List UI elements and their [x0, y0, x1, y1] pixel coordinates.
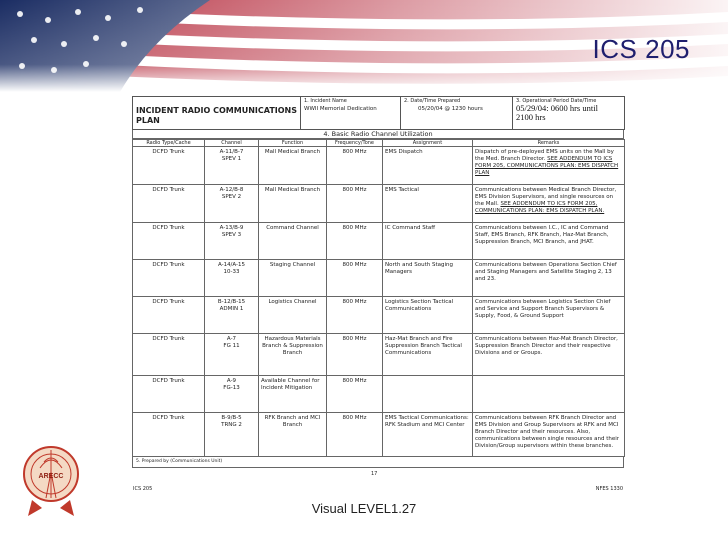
radio-cell: DCFD Trunk: [133, 147, 205, 185]
radio-cell: DCFD Trunk: [133, 334, 205, 376]
channel-secondary: SPEV 3: [221, 232, 242, 238]
operational-period-label: 3. Operational Period Date/Time: [516, 98, 597, 104]
radio-cell: DCFD Trunk: [133, 413, 205, 457]
channel-secondary: FG 11: [223, 343, 240, 349]
assignment-cell: [383, 376, 473, 413]
function-cell: Mall Medical Branch: [259, 147, 327, 185]
table-row: [133, 260, 625, 297]
assignment-cell: EMS Tactical Communications: RFK Stadium and MCI Center: [383, 413, 473, 457]
column-header-row: [133, 140, 625, 147]
function-cell: Available Channel for Incident Mitigation: [259, 376, 327, 413]
channel-secondary: TRNG 2: [221, 422, 242, 428]
plan-title-cell: [133, 97, 301, 130]
operational-period-value-1: 05/29/04: 0600 hrs until: [516, 103, 598, 113]
incident-name-cell: [301, 97, 401, 130]
channel-cell: [205, 223, 259, 260]
radio-cell: DCFD Trunk: [133, 223, 205, 260]
table-row: [133, 376, 625, 413]
remarks-cell: Communications between Operations Section Chief and Staging Managers and Satellite Staging 2, 13 and 23.: [473, 260, 625, 297]
frequency-cell: 800 MHz: [327, 334, 383, 376]
channel-primary: B-9/B-5: [221, 415, 242, 421]
channel-secondary: SPEV 1: [221, 156, 242, 162]
radio-cell: DCFD Trunk: [133, 185, 205, 223]
channel-cell: [205, 185, 259, 223]
column-header-radio: Radio Type/Cache: [133, 140, 205, 147]
remarks-text: Communications between Medical Branch Director, EMS Division Supervisors, and single resources on the Mall.: [475, 187, 617, 207]
form-id-left: ICS 205: [133, 486, 153, 492]
channel-primary: A-9: [226, 378, 237, 384]
function-cell: RFK Branch and MCI Branch: [259, 413, 327, 457]
table-row: [133, 297, 625, 334]
prepared-by-row: [132, 457, 624, 492]
remarks-cell: [473, 147, 625, 185]
remarks-cell: [473, 185, 625, 223]
date-prepared-label: 2. Date/Time Prepared: [404, 98, 461, 104]
incident-name-value: WWII Memorial Dedication: [304, 106, 377, 112]
frequency-cell: 800 MHz: [327, 260, 383, 297]
form-header: [132, 96, 625, 130]
column-header-frequency: Frequency/Tone: [327, 140, 383, 147]
channel-cell: [205, 376, 259, 413]
channel-cell: [205, 260, 259, 297]
remarks-cell: Communications between I.C., IC and Command Staff, EMS Branch, RFK Branch, Haz-Mat Branch, Suppression Branch, MCI Branch, and JHAT.: [473, 223, 625, 260]
remarks-addendum-link[interactable]: SEE ADDENDUM TO ICS FORM 205, COMMUNICATIONS PLAN: EMS DISPATCH PLAN.: [475, 201, 605, 214]
channel-primary: A-13/B-9: [219, 225, 244, 231]
frequency-cell: 800 MHz: [327, 297, 383, 334]
assignment-cell: EMS Tactical: [383, 185, 473, 223]
channel-cell: [205, 147, 259, 185]
frequency-cell: 800 MHz: [327, 376, 383, 413]
table-row: [133, 147, 625, 185]
assignment-cell: North and South Staging Managers: [383, 260, 473, 297]
column-header-channel: Channel: [205, 140, 259, 147]
date-prepared-cell: [401, 97, 513, 130]
table-row: [133, 223, 625, 260]
radio-cell: DCFD Trunk: [133, 376, 205, 413]
incident-name-label: 1. Incident Name: [304, 98, 347, 104]
plan-title: INCIDENT RADIO COMMUNICATIONS PLAN: [136, 106, 298, 125]
radio-cell: DCFD Trunk: [133, 260, 205, 297]
channel-secondary: 10-33: [223, 269, 240, 275]
channel-secondary: SPEV 2: [221, 194, 242, 200]
channel-primary: A-7: [226, 336, 237, 342]
table-row: [133, 185, 625, 223]
operational-period-value-2: 2100 hrs: [516, 112, 546, 122]
function-cell: Command Channel: [259, 223, 327, 260]
section-title: 4. Basic Radio Channel Utilization: [132, 130, 624, 139]
function-cell: Logistics Channel: [259, 297, 327, 334]
channel-cell: [205, 413, 259, 457]
slide-footer-caption: Visual LEVEL1.27: [311, 501, 417, 516]
assignment-cell: IC Command Staff: [383, 223, 473, 260]
operational-period-cell: [513, 97, 625, 130]
function-cell: Hazardous Materials Branch & Suppression Branch: [259, 334, 327, 376]
channel-secondary: ADMIN 1: [219, 306, 244, 312]
channel-primary: A-14/A-15: [217, 262, 246, 268]
frequency-cell: 800 MHz: [327, 413, 383, 457]
radio-cell: DCFD Trunk: [133, 297, 205, 334]
channel-primary: A-12/B-8: [219, 187, 244, 193]
table-row: [133, 413, 625, 457]
assignment-cell: Haz-Mat Branch and Fire Suppression Branch Tactical Communications: [383, 334, 473, 376]
column-header-function: Function: [259, 140, 327, 147]
column-header-remarks: Remarks: [473, 140, 625, 147]
assignment-cell: Logistics Section Tactical Communications: [383, 297, 473, 334]
frequency-cell: 800 MHz: [327, 185, 383, 223]
table-row: [133, 334, 625, 376]
date-prepared-value: 05/20/04 @ 1230 hours: [418, 106, 483, 112]
page-number: 17: [371, 471, 378, 477]
remarks-text: Dispatch of pre-deployed EMS units on the Mall by the Med. Branch Director.: [475, 149, 614, 162]
channel-cell: [205, 297, 259, 334]
channel-secondary: FG-13: [223, 385, 240, 391]
remarks-cell: Communications between Haz-Mat Branch Director, Suppression Branch Director and their respective Divisions and or Groups.: [473, 334, 625, 376]
function-cell: Mall Medical Branch: [259, 185, 327, 223]
channel-table: [132, 139, 625, 457]
assignment-cell: EMS Dispatch: [383, 147, 473, 185]
remarks-cell: Communications between RFK Branch Director and EMS Division and Group Supervisors at RFK and MCI Branch Director and their resources. Also, communications between single resources and their Division/Group supervisors within these branches.: [473, 413, 625, 457]
frequency-cell: 800 MHz: [327, 223, 383, 260]
function-cell: Staging Channel: [259, 260, 327, 297]
logo-text: ARECC: [38, 473, 64, 480]
slide-title: ICS 205: [592, 34, 690, 64]
ics-205-form: [132, 96, 624, 492]
channel-primary: A-11/B-7: [219, 149, 244, 155]
remarks-addendum-link[interactable]: SEE ADDENDUM TO ICS FORM 205, COMMUNICATIONS PLAN: EMS DISPATCH PLAN: [475, 156, 619, 176]
channel-cell: [205, 334, 259, 376]
frequency-cell: 800 MHz: [327, 147, 383, 185]
remarks-cell: [473, 376, 625, 413]
channel-primary: B-12/B-15: [217, 299, 246, 305]
remarks-cell: Communications between Logistics Section Chief and Service and Support Branch Supervisors & Supply, Food, & Ground Support: [473, 297, 625, 334]
prepared-by-label: 5. Prepared by (Communications Unit): [136, 459, 223, 464]
column-header-assignment: Assignment: [383, 140, 473, 147]
form-id-right: NFES 1330: [595, 486, 623, 492]
